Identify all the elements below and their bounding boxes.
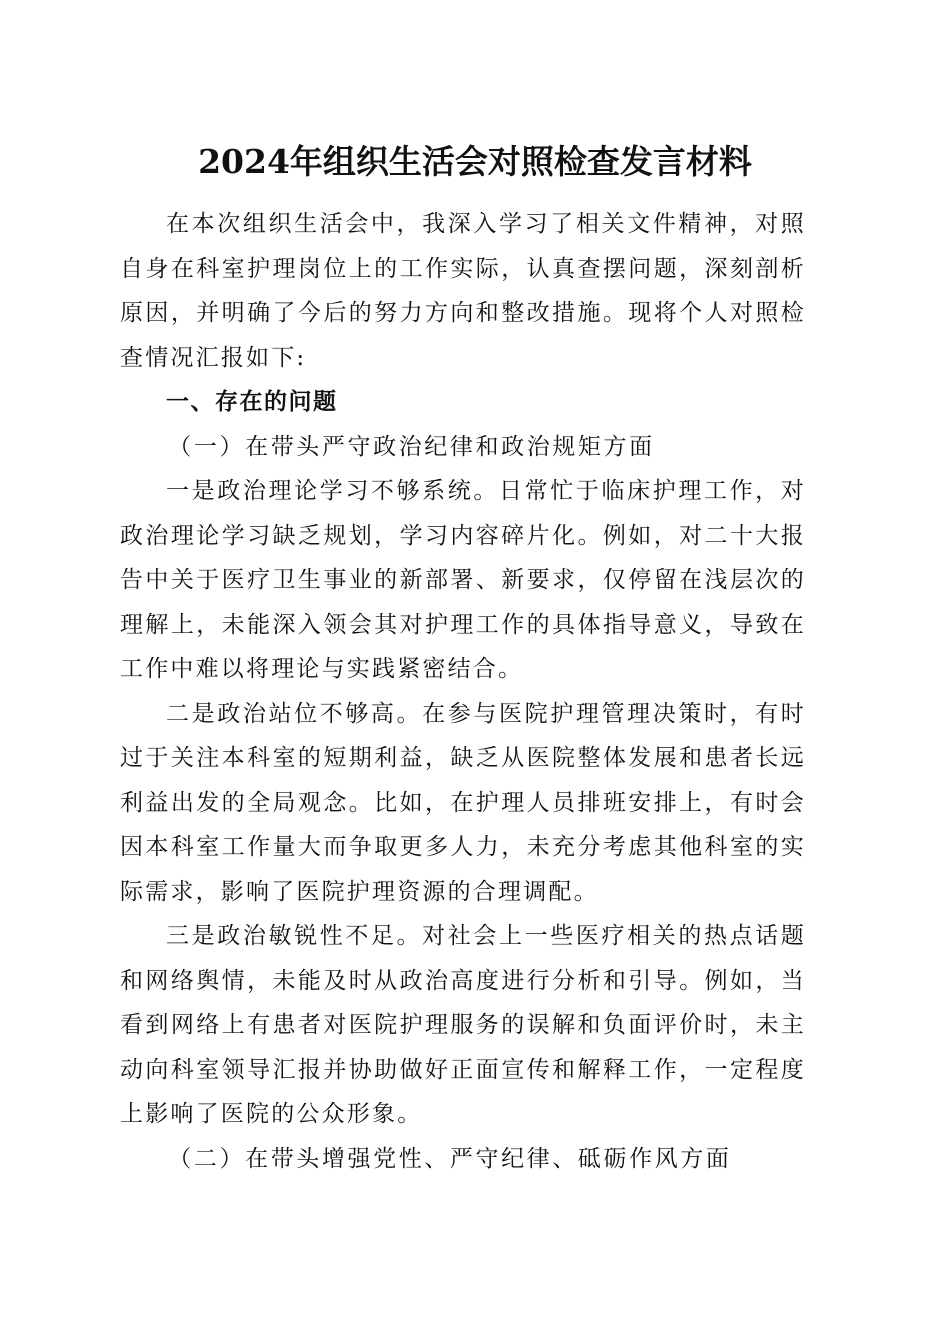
- subsection-heading-party-spirit: （二）在带头增强党性、严守纪律、砥砺作风方面: [168, 1145, 732, 1172]
- paragraph-theory-study: 一是政治理论学习不够系统。日常忙于临床护理工作，对政治理论学习缺乏规划，学习内容碎片化。例如，对二十大报告中关于医疗卫生事业的新部署、新要求，仅停留在浅层次的理解上，未能深入领会其对护理工作的具体指导意义，导致在工作中难以将理论与实践紧密结合。: [120, 478, 806, 682]
- section-heading-problems: 一、存在的问题: [166, 389, 338, 415]
- intro-paragraph: 在本次组织生活会中，我深入学习了相关文件精神，对照自身在科室护理岗位上的工作实际，认真查摆问题，深刻剖析原因，并明确了今后的努力方向和整改措施。现将个人对照检查情况汇报如下:: [120, 211, 806, 371]
- paragraph-political-stance: 二是政治站位不够高。在参与医院护理管理决策时，有时过于关注本科室的短期利益，缺乏从医院整体发展和患者长远利益出发的全局观念。比如，在护理人员排班安排上，有时会因本科室工作量大而争取更多人力，未充分考虑其他科室的实际需求，影响了医院护理资源的合理调配。: [120, 700, 806, 905]
- document-body: [120, 202, 806, 1181]
- document-title: 2024年组织生活会对照检查发言材料: [198, 142, 752, 181]
- subsection-heading-political-discipline: （一）在带头严守政治纪律和政治规矩方面: [168, 433, 655, 460]
- paragraph-political-sensitivity: 三是政治敏锐性不足。对社会上一些医疗相关的热点话题和网络舆情，未能及时从政治高度进行分析和引导。例如，当看到网络上有患者对医院护理服务的误解和负面评价时，未主动向科室领导汇报并协助做好正面宣传和解释工作，一定程度上影响了医院的公众形象。: [120, 923, 806, 1127]
